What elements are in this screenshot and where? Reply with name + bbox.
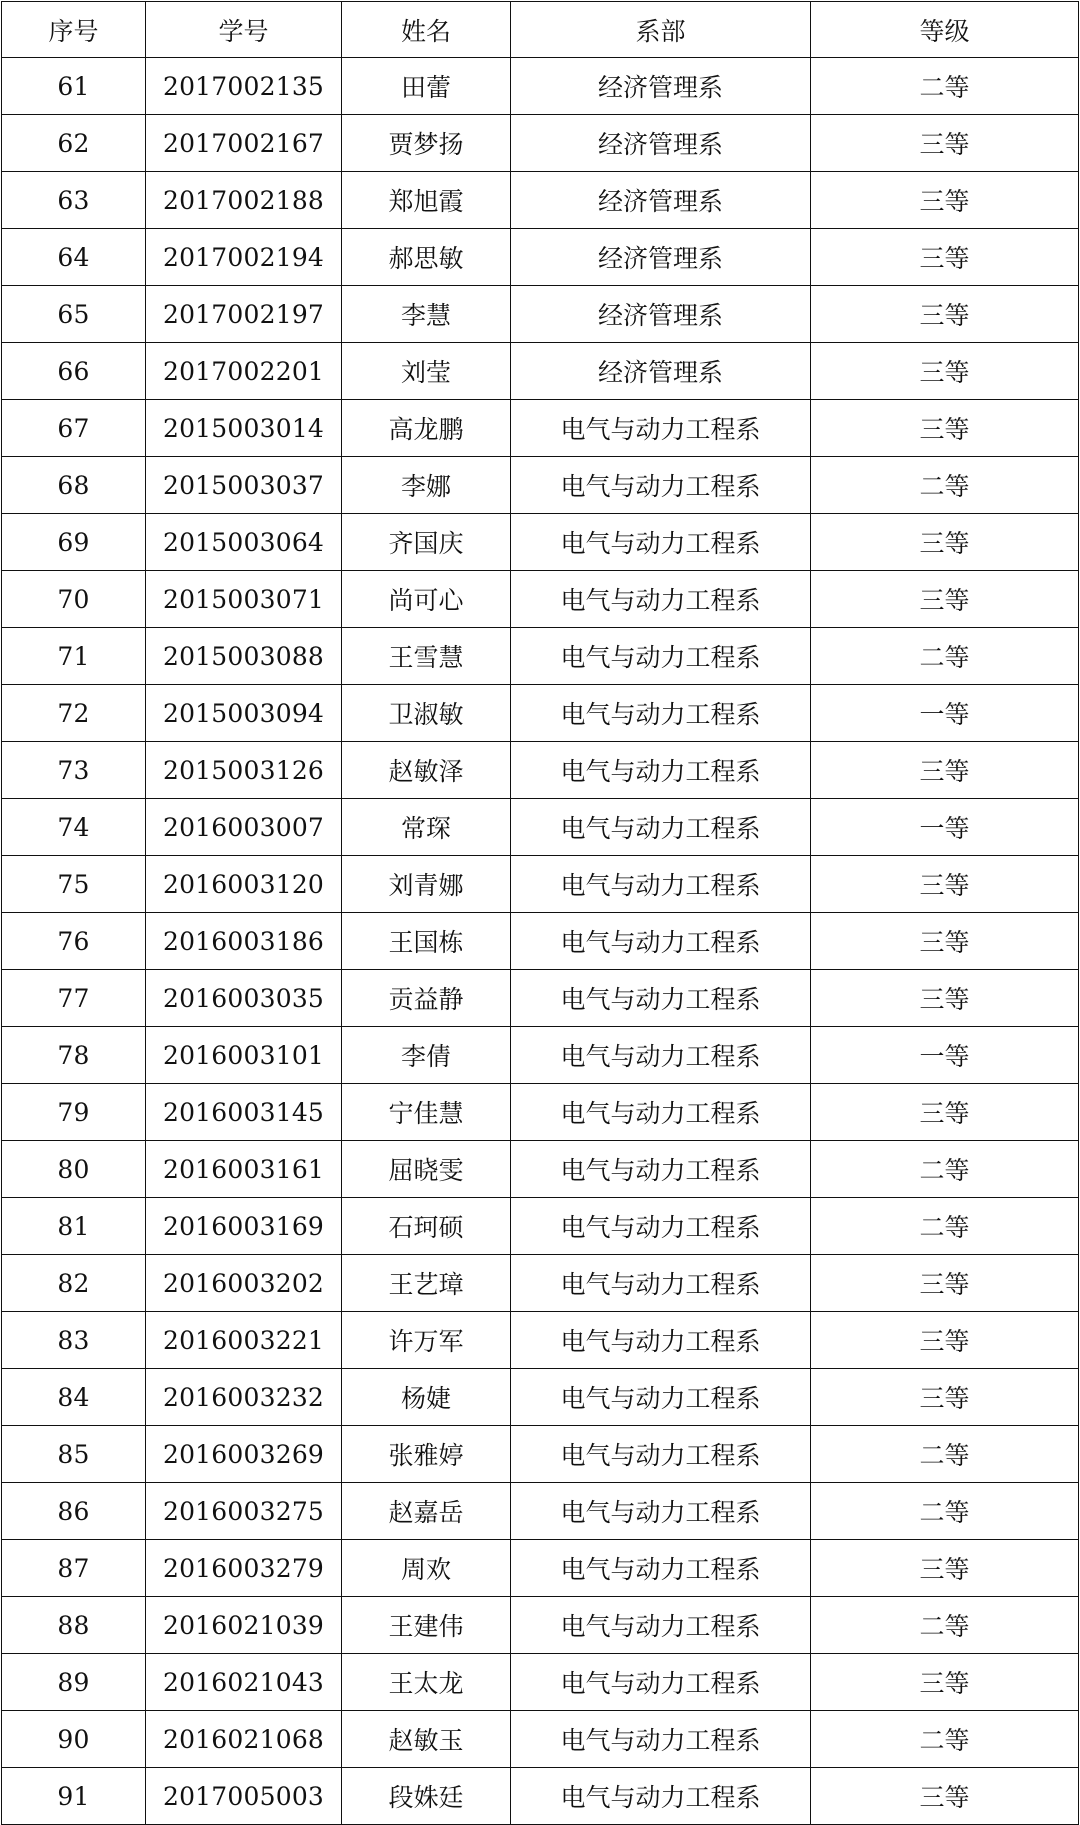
table-row: [2, 1312, 1079, 1369]
cell-name: 刘青娜: [342, 856, 511, 913]
cell-department: 电气与动力工程系: [511, 1255, 811, 1312]
cell-student-id: 2017002201: [146, 343, 342, 400]
cell-grade: 三等: [811, 1084, 1079, 1141]
cell-student-id: 2015003014: [146, 400, 342, 457]
table-row: [2, 970, 1079, 1027]
cell-seq: 68: [2, 457, 146, 514]
cell-student-id: 2016003145: [146, 1084, 342, 1141]
cell-student-id: 2017002194: [146, 229, 342, 286]
cell-grade: 三等: [811, 115, 1079, 172]
cell-grade: 二等: [811, 1198, 1079, 1255]
cell-seq: 87: [2, 1540, 146, 1597]
cell-seq: 73: [2, 742, 146, 799]
cell-student-id: 2017005003: [146, 1768, 342, 1825]
table-row: [2, 1141, 1079, 1198]
cell-name: 张雅婷: [342, 1426, 511, 1483]
cell-seq: 88: [2, 1597, 146, 1654]
cell-seq: 84: [2, 1369, 146, 1426]
cell-name: 郝思敏: [342, 229, 511, 286]
table-row: [2, 58, 1079, 115]
header-seq: 序号: [2, 2, 146, 58]
cell-name: 赵嘉岳: [342, 1483, 511, 1540]
cell-seq: 90: [2, 1711, 146, 1768]
cell-seq: 78: [2, 1027, 146, 1084]
cell-name: 段姝廷: [342, 1768, 511, 1825]
table-row: [2, 1084, 1079, 1141]
cell-name: 杨婕: [342, 1369, 511, 1426]
cell-student-id: 2017002197: [146, 286, 342, 343]
cell-department: 经济管理系: [511, 58, 811, 115]
cell-department: 电气与动力工程系: [511, 1369, 811, 1426]
cell-department: 电气与动力工程系: [511, 628, 811, 685]
table-row: [2, 1597, 1079, 1654]
cell-student-id: 2016003035: [146, 970, 342, 1027]
cell-department: 电气与动力工程系: [511, 1084, 811, 1141]
cell-grade: 二等: [811, 1597, 1079, 1654]
cell-name: 刘莹: [342, 343, 511, 400]
table-row: [2, 1255, 1079, 1312]
header-student-id: 学号: [146, 2, 342, 58]
cell-grade: 三等: [811, 172, 1079, 229]
table-header: [2, 2, 1079, 58]
cell-department: 电气与动力工程系: [511, 1711, 811, 1768]
cell-grade: 三等: [811, 343, 1079, 400]
cell-student-id: 2015003064: [146, 514, 342, 571]
cell-grade: 三等: [811, 1255, 1079, 1312]
cell-student-id: 2016003101: [146, 1027, 342, 1084]
cell-department: 电气与动力工程系: [511, 1141, 811, 1198]
cell-seq: 76: [2, 913, 146, 970]
table-row: [2, 1483, 1079, 1540]
cell-grade: 二等: [811, 1711, 1079, 1768]
cell-student-id: 2015003088: [146, 628, 342, 685]
cell-seq: 86: [2, 1483, 146, 1540]
cell-name: 齐国庆: [342, 514, 511, 571]
table-row: [2, 1369, 1079, 1426]
cell-seq: 69: [2, 514, 146, 571]
cell-department: 电气与动力工程系: [511, 685, 811, 742]
cell-seq: 89: [2, 1654, 146, 1711]
cell-student-id: 2016003269: [146, 1426, 342, 1483]
table-row: [2, 1426, 1079, 1483]
cell-student-id: 2015003071: [146, 571, 342, 628]
cell-name: 李慧: [342, 286, 511, 343]
cell-seq: 62: [2, 115, 146, 172]
cell-seq: 85: [2, 1426, 146, 1483]
cell-name: 贡益静: [342, 970, 511, 1027]
cell-student-id: 2015003126: [146, 742, 342, 799]
cell-student-id: 2016021043: [146, 1654, 342, 1711]
cell-grade: 一等: [811, 1027, 1079, 1084]
cell-grade: 二等: [811, 1483, 1079, 1540]
cell-grade: 三等: [811, 1768, 1079, 1825]
cell-department: 电气与动力工程系: [511, 1540, 811, 1597]
cell-department: 电气与动力工程系: [511, 1768, 811, 1825]
cell-department: 电气与动力工程系: [511, 799, 811, 856]
cell-department: 电气与动力工程系: [511, 1597, 811, 1654]
cell-seq: 63: [2, 172, 146, 229]
cell-name: 赵敏泽: [342, 742, 511, 799]
table-row: [2, 1027, 1079, 1084]
cell-name: 王雪慧: [342, 628, 511, 685]
cell-student-id: 2016021068: [146, 1711, 342, 1768]
cell-grade: 三等: [811, 514, 1079, 571]
cell-student-id: 2016003186: [146, 913, 342, 970]
cell-seq: 79: [2, 1084, 146, 1141]
cell-name: 李娜: [342, 457, 511, 514]
cell-seq: 64: [2, 229, 146, 286]
cell-grade: 三等: [811, 1654, 1079, 1711]
cell-seq: 74: [2, 799, 146, 856]
cell-student-id: 2017002188: [146, 172, 342, 229]
table-row: [2, 457, 1079, 514]
cell-department: 电气与动力工程系: [511, 1426, 811, 1483]
cell-department: 电气与动力工程系: [511, 514, 811, 571]
cell-name: 周欢: [342, 1540, 511, 1597]
cell-department: 经济管理系: [511, 172, 811, 229]
table-row: [2, 286, 1079, 343]
cell-department: 经济管理系: [511, 115, 811, 172]
cell-grade: 三等: [811, 1540, 1079, 1597]
cell-seq: 65: [2, 286, 146, 343]
header-name: 姓名: [342, 2, 511, 58]
cell-seq: 80: [2, 1141, 146, 1198]
cell-name: 王国栋: [342, 913, 511, 970]
table-row: [2, 115, 1079, 172]
cell-student-id: 2017002167: [146, 115, 342, 172]
table-row: [2, 1768, 1079, 1825]
cell-seq: 67: [2, 400, 146, 457]
cell-department: 电气与动力工程系: [511, 970, 811, 1027]
cell-department: 电气与动力工程系: [511, 400, 811, 457]
table-row: [2, 400, 1079, 457]
cell-student-id: 2016003275: [146, 1483, 342, 1540]
cell-student-id: 2015003037: [146, 457, 342, 514]
cell-department: 电气与动力工程系: [511, 856, 811, 913]
cell-department: 电气与动力工程系: [511, 1483, 811, 1540]
cell-grade: 三等: [811, 571, 1079, 628]
cell-student-id: 2016003120: [146, 856, 342, 913]
table-row: [2, 856, 1079, 913]
cell-grade: 二等: [811, 58, 1079, 115]
cell-seq: 83: [2, 1312, 146, 1369]
cell-name: 郑旭霞: [342, 172, 511, 229]
cell-student-id: 2016003169: [146, 1198, 342, 1255]
cell-grade: 二等: [811, 1426, 1079, 1483]
cell-student-id: 2016003202: [146, 1255, 342, 1312]
table-row: [2, 343, 1079, 400]
cell-grade: 三等: [811, 970, 1079, 1027]
table-row: [2, 1540, 1079, 1597]
table-body: [2, 58, 1079, 1825]
cell-department: 电气与动力工程系: [511, 571, 811, 628]
cell-grade: 二等: [811, 457, 1079, 514]
cell-student-id: 2016003279: [146, 1540, 342, 1597]
table-row: [2, 514, 1079, 571]
table-row: [2, 172, 1079, 229]
cell-name: 贾梦扬: [342, 115, 511, 172]
cell-seq: 82: [2, 1255, 146, 1312]
cell-name: 宁佳慧: [342, 1084, 511, 1141]
cell-grade: 三等: [811, 400, 1079, 457]
cell-seq: 75: [2, 856, 146, 913]
table-row: [2, 1654, 1079, 1711]
cell-student-id: 2016003007: [146, 799, 342, 856]
table-row: [2, 229, 1079, 286]
cell-department: 电气与动力工程系: [511, 742, 811, 799]
award-roster-table: [1, 1, 1079, 1825]
cell-seq: 72: [2, 685, 146, 742]
cell-seq: 91: [2, 1768, 146, 1825]
cell-student-id: 2016003221: [146, 1312, 342, 1369]
cell-department: 电气与动力工程系: [511, 913, 811, 970]
cell-name: 尚可心: [342, 571, 511, 628]
cell-student-id: 2015003094: [146, 685, 342, 742]
cell-grade: 二等: [811, 628, 1079, 685]
cell-grade: 三等: [811, 229, 1079, 286]
cell-name: 王艺璋: [342, 1255, 511, 1312]
cell-department: 经济管理系: [511, 286, 811, 343]
table-row: [2, 685, 1079, 742]
header-row: [2, 2, 1079, 58]
cell-name: 屈晓雯: [342, 1141, 511, 1198]
cell-seq: 77: [2, 970, 146, 1027]
cell-student-id: 2016003161: [146, 1141, 342, 1198]
cell-name: 李倩: [342, 1027, 511, 1084]
cell-grade: 三等: [811, 742, 1079, 799]
table-row: [2, 799, 1079, 856]
cell-name: 王太龙: [342, 1654, 511, 1711]
cell-name: 常琛: [342, 799, 511, 856]
cell-name: 石珂硕: [342, 1198, 511, 1255]
cell-department: 电气与动力工程系: [511, 457, 811, 514]
cell-grade: 三等: [811, 913, 1079, 970]
cell-name: 赵敏玉: [342, 1711, 511, 1768]
cell-student-id: 2016003232: [146, 1369, 342, 1426]
cell-department: 电气与动力工程系: [511, 1027, 811, 1084]
table-row: [2, 1711, 1079, 1768]
table-row: [2, 742, 1079, 799]
cell-seq: 66: [2, 343, 146, 400]
cell-grade: 一等: [811, 685, 1079, 742]
cell-grade: 一等: [811, 799, 1079, 856]
table-row: [2, 571, 1079, 628]
cell-name: 卫淑敏: [342, 685, 511, 742]
cell-seq: 71: [2, 628, 146, 685]
cell-name: 田蕾: [342, 58, 511, 115]
cell-seq: 81: [2, 1198, 146, 1255]
cell-name: 王建伟: [342, 1597, 511, 1654]
cell-department: 经济管理系: [511, 229, 811, 286]
cell-seq: 61: [2, 58, 146, 115]
table-row: [2, 913, 1079, 970]
cell-grade: 三等: [811, 1312, 1079, 1369]
cell-department: 电气与动力工程系: [511, 1198, 811, 1255]
table-row: [2, 628, 1079, 685]
cell-grade: 三等: [811, 1369, 1079, 1426]
table-row: [2, 1198, 1079, 1255]
header-department: 系部: [511, 2, 811, 58]
cell-student-id: 2016021039: [146, 1597, 342, 1654]
cell-department: 经济管理系: [511, 343, 811, 400]
cell-grade: 三等: [811, 286, 1079, 343]
cell-department: 电气与动力工程系: [511, 1312, 811, 1369]
cell-name: 高龙鹏: [342, 400, 511, 457]
cell-department: 电气与动力工程系: [511, 1654, 811, 1711]
cell-seq: 70: [2, 571, 146, 628]
cell-grade: 三等: [811, 856, 1079, 913]
header-grade: 等级: [811, 2, 1079, 58]
cell-name: 许万军: [342, 1312, 511, 1369]
cell-grade: 二等: [811, 1141, 1079, 1198]
cell-student-id: 2017002135: [146, 58, 342, 115]
